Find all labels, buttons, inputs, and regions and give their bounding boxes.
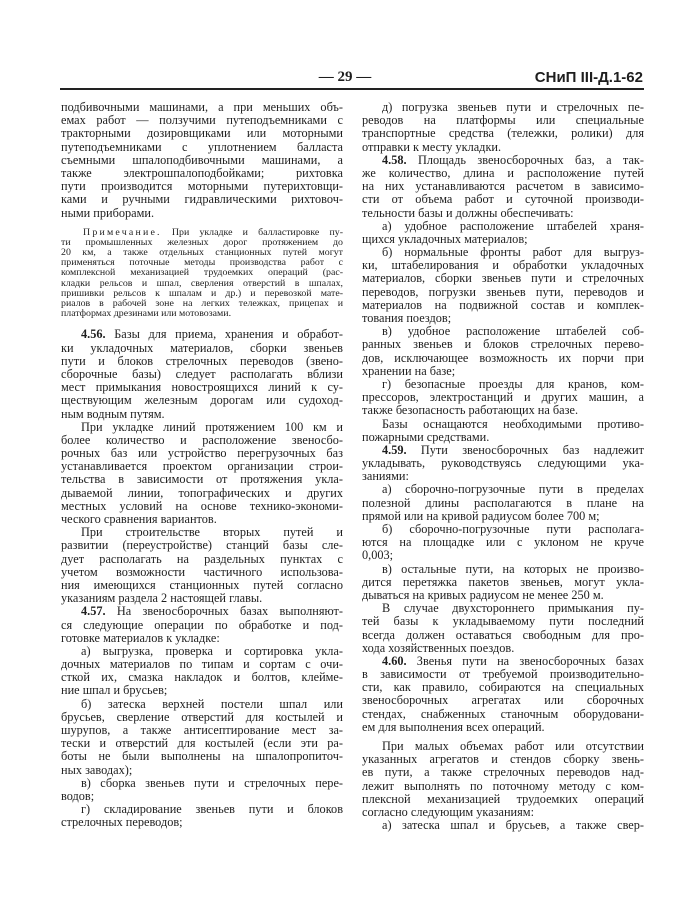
text-line [362,536,644,549]
line-text: сборочные базы) следует располагать вблизи [61,366,343,381]
line-text: ются на площадке или с уклоном не круче [362,535,644,550]
line-text: г) складирование звеньев пути и блоков [81,802,343,817]
text-line [61,207,343,220]
line-text: указаниям раздела 2 настоящей главы. [61,591,263,606]
right-column [362,101,644,832]
line-text: материалов, сборки звеньев пути и стрелочных [362,271,644,286]
line-text: путеподъемниками с уплотнением балласта [61,139,343,154]
clause-number: 4.57. [81,604,106,619]
clause-paragraph [362,154,644,220]
line-text: б) нормальные фронты работ для выгруз- [382,245,644,260]
line-text: ных заводах); [61,762,133,777]
line-text: рочных баз или устройство перегрузочных баз [61,446,343,461]
line-text: развитии (переустройстве) станций базы сле- [61,538,343,553]
line-text: тей базы к укладываемому пути последний [362,614,644,629]
paragraph [362,246,644,325]
line-text: прямой или на кривой радиусом более 700 м; [362,508,600,523]
line-text: д) погрузка звеньев пути и стрелочных пе- [382,100,644,114]
line-text: пути производится моторными путерихтовщи- [61,179,343,194]
line-text: ными приборами. [61,205,155,220]
line-text: сти от объема работ и суточной производи- [362,192,644,207]
line-text: сти, как правило, собираются на специальных [362,680,644,695]
line-text: ся следующие операции по обработке и под- [61,617,343,632]
line-text: материалов на подвижной состав и комплек- [362,297,644,312]
line-text: Базы для приема, хранения и обработ- [105,327,343,342]
line-text: Базы оснащаются необходимыми противо- [382,416,644,431]
line-text: дов, исключающее возможность их порчи при [362,350,644,365]
left-column [61,101,343,830]
line-text: При укладке и балластировке пу- [161,226,343,238]
line-text: хода хозяйственных поездов. [362,640,515,655]
line-text: всегда должен оставаться свободным для про- [362,627,644,642]
line-text: ным водным путям. [61,406,165,421]
line-text: укладывать, руководствуясь следующими ука- [362,456,644,471]
paragraph [362,325,644,378]
line-text: в зависимости от требуемой производительно- [362,667,644,682]
line-text: же количество, длина и расположение путей [362,165,644,180]
note-paragraph [61,228,343,320]
line-text: дываемой линии, топографических и других [61,485,343,500]
document-code: СНиП III-Д.1-62 [534,69,643,86]
line-text: ществующим железным дорогам или судоход- [61,393,343,408]
line-text: подбивочными машинами, а при меньших объ- [61,100,343,114]
line-text: На звеносборочных базах выполняют- [105,604,343,619]
line-text: а) выгрузка, проверка и сортировка укла- [81,643,343,658]
paragraph [362,378,644,418]
line-text: б) сборочно-погрузочные пути располага- [382,522,644,536]
line-text: ческого сравнения вариантов. [61,512,217,526]
line-text: водов; [61,788,95,803]
paragraph [362,483,644,523]
text-line [362,721,644,734]
clause-paragraph [61,328,343,420]
clause-number: 4.60. [382,653,407,668]
line-text: щихся укладочных материалов; [362,231,528,246]
line-text: заниями: [362,469,409,484]
paragraph [362,418,644,444]
line-text: в) сборка звеньев пути и стрелочных пере- [81,775,343,790]
line-text: ранных звеньев и блоков стрелочных перево- [362,337,644,352]
line-text: ния имеющихся станционных путей согласно [61,577,343,592]
paragraph [61,421,343,527]
page-number: — 29 — [318,69,372,85]
line-text: более количество и расположение звеносбо- [61,432,343,447]
line-text: указанных агрегатов и стендов сборку звень- [362,752,644,767]
line-text: реводов на платформы или специальные [362,113,644,128]
paragraph [362,220,644,246]
line-text: дится перетяжка пакетов звеньев, могут укла- [362,574,644,589]
line-text: хранении на базе; [362,363,456,378]
paragraph [362,563,644,603]
line-text: ти промышленных железных дорог протяжением до [61,236,343,248]
line-text: сткой их, смазка накладок и болтов, клейме- [61,670,343,685]
line-text: звеносборочных агрегатах или сборочных [362,693,644,708]
line-text: на них устанавливаются расчетом в зависимо- [362,179,644,194]
line-text: емах работ — ползучими путеподъемниками с [61,113,343,128]
paragraph [61,777,343,803]
clause-number: 4.59. [382,442,407,457]
line-text: ки укладочных материалов, сборки звеньев [61,340,343,355]
text-line [61,309,343,319]
line-text: 0,003; [362,548,394,563]
line-text: а) сборочно-погрузочные пути в пределах [382,482,644,497]
line-text: дует располагать на раздельных пунктах с [61,551,343,566]
line-text: стендах, снабженных станочным оборудовани- [362,706,644,721]
clause-paragraph [362,444,644,484]
line-text: тракторными дозировщиками или моторными [61,126,343,141]
header-rule [60,88,644,90]
line-text: применяться поточные методы производства работ с [61,257,343,269]
paragraph [61,698,343,777]
line-text: а) удобное расположение штабелей храня- [382,218,644,233]
line-text: Звенья пути на звеносборочных базах [406,653,644,668]
line-text: лежит выполнять по поточному методу с ком- [362,778,644,793]
line-text: дочных материалов по типам и сортам с очи- [61,657,343,672]
clause-number: 4.56. [81,327,106,342]
line-text: стрелочных переводов; [61,815,183,830]
line-text: мест примыкания новостроящихся линий к су- [61,380,343,395]
line-text: Площадь звеносборочных баз, а так- [406,152,644,167]
paragraph [362,602,644,655]
line-text: готовке материалов к укладке: [61,630,220,645]
text-line [362,819,644,832]
clause-paragraph [362,655,644,734]
line-text: ки, штабелирования и обработки укладочных [362,258,644,273]
paragraph [362,740,644,819]
line-text: ев пути, а также стрелочных переводов над- [362,765,644,780]
line-text: устанавливается проектом организации строи- [61,459,343,474]
line-text: согласно следующим указаниям: [362,804,534,819]
line-text: ние шпал и брусьев; [61,683,168,698]
line-text: учетом возможности частичного использова- [61,564,343,579]
clause-number: 4.58. [382,152,407,167]
line-text: а) затеска шпал и брусьев, а также свер- [382,818,644,833]
paragraph [61,101,343,220]
paragraph [61,803,343,829]
line-text: б) затеска верхней постели шпал или [81,696,343,711]
line-text: дываться на кривых радиусом не менее 250 м. [362,587,604,602]
line-text: тования поездов; [362,311,452,325]
text-line [61,816,343,829]
clause-paragraph [61,605,343,645]
line-text: г) безопасные проезды для кранов, ком- [382,376,644,391]
line-text: боты не были выполнены на шпалопропиточ- [61,749,343,764]
line-text: полезной длины располагаются в плане на [362,495,644,510]
line-text: 20 км, а также отдельных станционных путей могут [61,247,343,259]
line-text: риалов в рабочей зоне на легких тележках, прицепах и [61,298,343,309]
paragraph [362,819,644,832]
line-text: В случае двухстороннего примыкания пу- [382,601,644,616]
line-text: переводов, погрузки звеньев пути, переводов и [362,284,644,299]
paragraph [61,526,343,605]
line-text: плексной механизацией трудоемких операций [362,791,644,806]
line-text: пожарными средствами. [362,429,490,444]
line-text: прессоров, электростанций и других машин, а [362,390,644,405]
line-text: местных условий на основе технико-экономи- [61,498,343,513]
line-text: брусьев, сверление отверстий для костылей и [61,709,343,724]
line-text: тельности базы и должны обеспечивать: [362,205,574,220]
line-text: При строительстве вторых путей и [81,525,343,540]
line-text: тельства в зависимости от протяжения укла- [61,472,343,487]
line-text: тески и отверстий для костылей (если эти ра- [61,736,343,751]
text-line [61,777,343,790]
line-text: шурупов, а также антисептирование мест за- [61,723,343,737]
line-text: также безопасность работающих на базе. [362,403,579,418]
line-text: пути и блоков стрелочных переводов (звено- [61,353,343,368]
line-text: съемными шпалоподбивочными машинами, а [61,152,343,167]
line-text: ем для выполнения всех операций. [362,719,545,734]
paragraph [362,523,644,563]
paragraph [61,645,343,698]
line-text: платформах дрезинами или мотовозами. [61,308,232,320]
line-text: также электрошпалоподбойками; рихтовка [61,165,343,180]
line-text: При малых объемах работ или отсутствии [382,739,644,753]
line-text: транспортные средства (тележки, ролики) для [362,126,644,141]
line-text: ками и ручными гидравлическими рихтовоч- [61,192,343,207]
line-text: в) удобное расположение штабелей соб- [382,324,644,339]
line-text: пришивки рельсов к шпалам и др.) и перевозкой мате- [61,287,343,299]
line-text: в) остальные пути, на которых не произво- [382,561,644,576]
line-text: Пути звеносборочных баз надлежит [406,442,644,457]
paragraph [362,101,644,154]
line-text: отправки к месту укладки. [362,139,502,154]
line-text: При укладке линий протяжением 100 км и [81,419,343,434]
line-text: комплексной механизацией трудоемких операций (рас- [61,267,343,279]
note-label: Примечание. [83,226,162,238]
line-text: кладки рельсов и шпал, сверления отверстий в шпалах, [61,277,343,289]
